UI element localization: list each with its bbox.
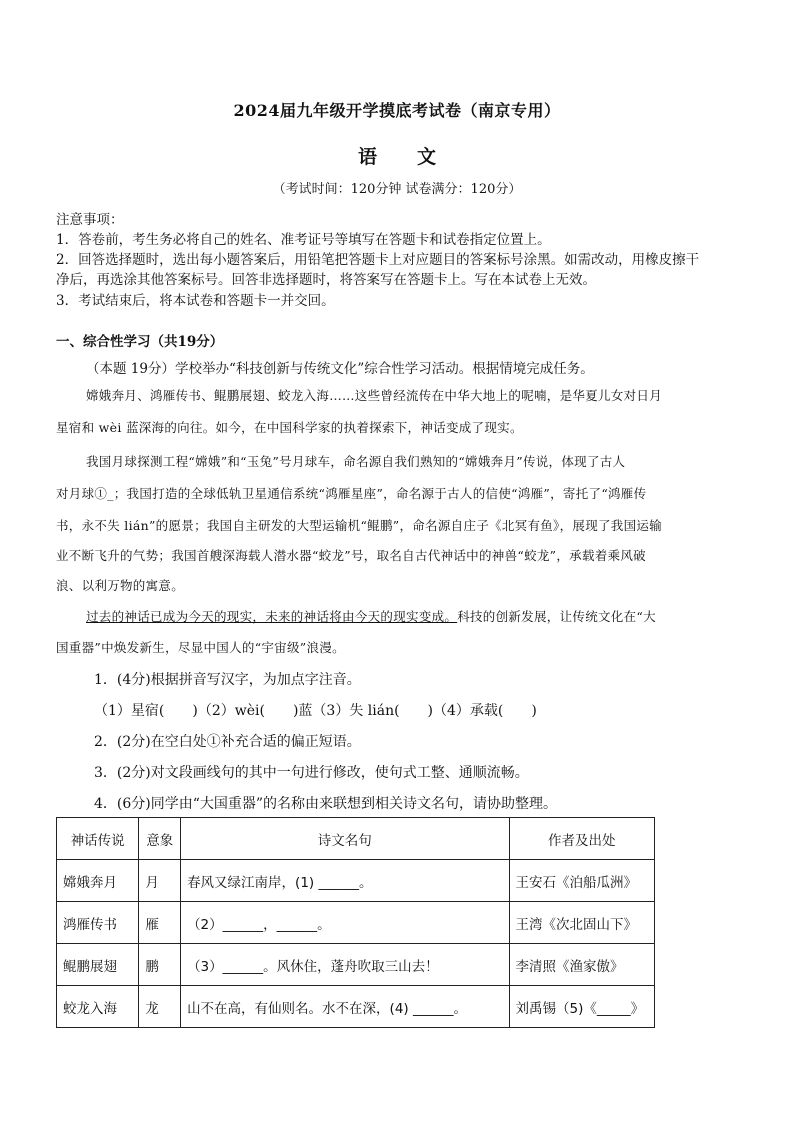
passage-closing-line: [86, 607, 656, 625]
notice-line: 1．答卷前，考生务必将自己的姓名、准考证号等填写在答题卡和试卷指定位置上。: [56, 232, 551, 248]
exam-info: （考试时间：120分钟 试卷满分：120分）: [272, 182, 522, 197]
table-header: 诗文名句: [181, 818, 509, 860]
table-cell: 刘禹锡（5)《_____》: [509, 986, 654, 1028]
underlined-sentence: 过去的神话已成为今天的现实，未来的神话将由今天的现实变成。: [86, 609, 458, 624]
passage-line: 国重器”中焕发新生，尽显中国人的“宇宙级”浪漫。: [56, 640, 345, 655]
question-1: 1．(4分)根据拼音写汉字，为加点字注音。: [94, 672, 361, 688]
passage-line: 浪、以利万物的寓意。: [56, 578, 185, 593]
table-row: [57, 986, 655, 1028]
passage-line: 业不断飞升的气势；我国首艘深海载人潜水器“蛟龙”号，取名自古代神话中的神兽“蛟龙”，承载着乘风破: [56, 548, 646, 563]
table-header-row: [57, 818, 655, 860]
table-cell: 雁: [139, 902, 181, 944]
table-cell: 蛟龙入海: [57, 986, 139, 1028]
table-cell: （3）______。风休住，蓬舟吹取三山去！: [181, 944, 509, 986]
table-row: [57, 944, 655, 986]
table-row: [57, 902, 655, 944]
table-cell: 嫦娥奔月: [57, 860, 139, 902]
table-cell: 山不在高，有仙则名。水不在深，(4) ______。: [181, 986, 509, 1028]
passage-line: 书，永不失 lián”的愿景；我国自主研发的大型运输机“鲲鹏”，命名源自庄子《北冥有鱼》，展现了我国运输: [56, 518, 662, 533]
table-cell: 龙: [139, 986, 181, 1028]
passage-line: 星宿和 wèi 蓝深海的向往。如今，在中国科学家的执着探索下，神话变成了现实。: [56, 420, 523, 435]
question-2: 2．(2分)在空白处①补充合适的偏正短语。: [94, 734, 361, 750]
table-header: 作者及出处: [509, 818, 654, 860]
passage-line: 我国月球探测工程“嫦娥”和“玉兔”号月球车，命名源自我们熟知的“嫦娥奔月”传说，体现了古人: [86, 454, 626, 469]
notice-line: 3．考试结束后，将本试卷和答题卡一并交回。: [56, 293, 335, 309]
section-heading: 一、综合性学习（共19分）: [56, 334, 224, 350]
table-cell: 鲲鹏展翅: [57, 944, 139, 986]
table-row: [57, 860, 655, 902]
exam-title: 2024届九年级开学摸底考试卷（南京专用）: [233, 101, 561, 120]
table-cell: 王安石《泊船瓜洲》: [509, 860, 654, 902]
table-header: 意象: [139, 818, 181, 860]
passage-line: 对月球①_；我国打造的全球低轨卫星通信系统“鸿雁星座”，命名源于古人的信使“鸿雁”，寄托了“鸿雁传: [56, 486, 647, 501]
notice-heading: 注意事项：: [56, 212, 124, 228]
notice-line: 2．回答选择题时，选出每小题答案后，用铅笔把答题卡上对应题目的答案标号涂黑。如需改动，用橡皮擦干: [56, 252, 700, 268]
question-3: 3．(2分)对文段画线句的其中一句进行修改，使句式工整、通顺流畅。: [94, 765, 529, 781]
question-1-items: （1）星宿( )（2）wèi( )蓝（3）失 lián( )（4）承载( ): [94, 703, 537, 719]
table-cell: 王湾《次北固山下》: [509, 902, 654, 944]
passage-line: 嫦娥奔月、鸿雁传书、鲲鹏展翅、蛟龙入海……这些曾经流传在中华大地上的呢喃，是华夏儿女对日月: [86, 388, 663, 403]
poem-table: [56, 817, 655, 1028]
subject-title: 语文: [357, 146, 476, 168]
table-cell: 月: [139, 860, 181, 902]
section-intro: （本题 19分）学校举办“科技创新与传统文化”综合性学习活动。根据情境完成任务。: [86, 361, 594, 377]
table-cell: 鸿雁传书: [57, 902, 139, 944]
notice-line: 净后，再选涂其他答案标号。回答非选择题时，将答案写在答题卡上。写在本试卷上无效。: [56, 272, 596, 288]
question-4: 4．(6分)同学由“大国重器”的名称由来联想到相关诗文名句，请协助整理。: [94, 796, 558, 812]
table-cell: （2）______，______。: [181, 902, 509, 944]
table-cell: 鹏: [139, 944, 181, 986]
table-header: 神话传说: [57, 818, 139, 860]
closing-rest: 科技的创新发展，让传统文化在“大: [457, 609, 656, 624]
table-cell: 春风又绿江南岸，(1) ______。: [181, 860, 509, 902]
table-cell: 李清照《渔家傲》: [509, 944, 654, 986]
